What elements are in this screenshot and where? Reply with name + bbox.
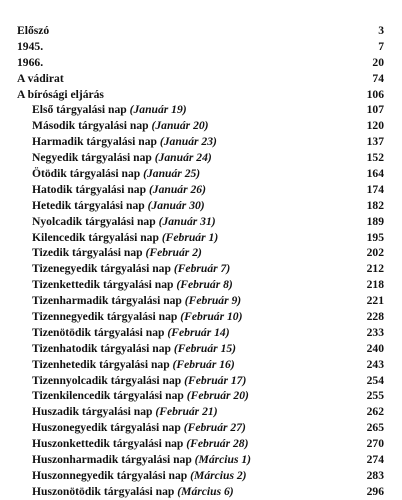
toc-entry-title	[32, 245, 202, 261]
toc-entry-title-text: Tizenharmadik tárgyalási nap	[32, 294, 182, 308]
toc-entry-title	[32, 468, 247, 484]
toc-entry-page-number: 270	[366, 437, 384, 451]
toc-entry-page-number: 120	[366, 119, 384, 133]
toc-entry-title-text: Negyedik tárgyalási nap	[32, 151, 152, 165]
toc-entry-date: (Március 1)	[194, 453, 252, 467]
toc-entry-title-text: Huszonegyedik tárgyalási nap	[32, 421, 181, 435]
toc-entry-title-text: Huszadik tárgyalási nap	[32, 405, 153, 419]
toc-entry-date: (Január 31)	[158, 214, 216, 228]
toc-entry-page-number: 221	[366, 294, 384, 308]
toc-entry-title	[32, 214, 216, 230]
table-of-contents	[0, 23, 402, 500]
toc-entry-title-text: Hatodik tárgyalási nap	[32, 182, 147, 196]
toc-entry	[0, 484, 402, 500]
toc-entry-title-text: 1966.	[17, 55, 44, 69]
toc-entry-title	[32, 150, 212, 166]
toc-entry	[0, 293, 402, 309]
toc-entry	[0, 452, 402, 468]
toc-entry-title-text: Nyolcadik tárgyalási nap	[32, 214, 156, 228]
toc-entry-title-text: Huszonötödik tárgyalási nap	[32, 484, 175, 498]
toc-entry	[0, 388, 402, 404]
toc-entry-page-number: 189	[366, 214, 384, 228]
toc-entry-page-number: 106	[366, 87, 384, 101]
toc-entry-page-number: 20	[372, 55, 384, 69]
toc-entry-title	[32, 357, 235, 373]
toc-entry-title-text: Tizenkilencedik tárgyalási nap	[32, 389, 184, 403]
toc-entry-title	[32, 404, 218, 420]
toc-entry-title	[32, 134, 217, 150]
toc-entry-title-text: Huszonharmadik tárgyalási nap	[32, 453, 192, 467]
toc-entry-date: (Március 2)	[190, 468, 247, 482]
toc-entry-date: (Február 14)	[167, 325, 230, 339]
toc-entry-title	[32, 436, 248, 452]
toc-entry-date: (Február 15)	[173, 341, 237, 355]
toc-entry-page-number: 240	[366, 341, 384, 355]
toc-entry-page-number: 218	[366, 278, 384, 292]
toc-entry-title-text: Második tárgyalási nap	[32, 119, 149, 133]
toc-entry-title-text: A vádirat	[17, 71, 64, 85]
toc-entry-page-number: 212	[366, 262, 384, 276]
toc-entry-page-number: 137	[366, 135, 384, 149]
toc-entry	[0, 277, 402, 293]
toc-entry	[0, 166, 402, 182]
toc-entry	[0, 134, 402, 150]
toc-entry-title	[32, 325, 230, 341]
toc-entry-date: (Január 30)	[147, 198, 205, 212]
toc-entry-date: (Február 21)	[155, 405, 218, 419]
toc-entry-title-text: Huszonkettedik tárgyalási nap	[32, 437, 184, 451]
toc-entry-date: (Március 6)	[177, 484, 234, 498]
toc-entry	[0, 468, 402, 484]
toc-entry-title	[32, 261, 230, 277]
toc-entry-page-number: 152	[366, 151, 384, 165]
toc-entry-page-number: 182	[366, 198, 384, 212]
toc-entry	[0, 71, 402, 87]
toc-entry-date: (Január 20)	[151, 119, 209, 133]
toc-entry	[0, 102, 402, 118]
toc-entry-title-text: Tizenhatodik tárgyalási nap	[32, 341, 171, 355]
toc-entry-title	[32, 373, 246, 389]
toc-entry	[0, 245, 402, 261]
toc-entry-title-text: Tizenötödik tárgyalási nap	[32, 325, 165, 339]
toc-entry	[0, 404, 402, 420]
toc-entry-title	[17, 39, 43, 55]
toc-entry-date: (Január 25)	[143, 167, 201, 181]
toc-entry-page-number: 174	[366, 182, 384, 196]
toc-entry	[0, 87, 402, 103]
toc-entry-title-text: Első tárgyalási nap	[32, 103, 127, 117]
toc-entry-title	[32, 166, 200, 182]
toc-entry-page-number: 255	[366, 389, 384, 403]
toc-entry	[0, 357, 402, 373]
toc-entry	[0, 373, 402, 389]
toc-entry	[0, 230, 402, 246]
toc-entry-page-number: 195	[366, 230, 384, 244]
toc-entry-page-number: 274	[366, 453, 384, 467]
toc-entry	[0, 261, 402, 277]
toc-entry-title-text: Tizenkettedik tárgyalási nap	[32, 278, 174, 292]
toc-entry-page-number: 164	[366, 167, 384, 181]
toc-entry-title	[32, 118, 209, 134]
toc-entry	[0, 55, 402, 71]
toc-entry-page-number: 3	[378, 24, 384, 37]
toc-entry-title-text: Kilencedik tárgyalási nap	[32, 230, 159, 244]
toc-entry-title	[17, 87, 104, 103]
toc-entry-date: (Február 10)	[180, 310, 243, 324]
toc-entry-title	[32, 182, 206, 198]
toc-entry	[0, 118, 402, 134]
toc-entry	[0, 420, 402, 436]
toc-entry-date: (Február 1)	[161, 230, 219, 244]
toc-entry-page-number: 262	[366, 405, 384, 419]
toc-entry-title-text: Előszó	[17, 24, 50, 37]
toc-entry-page-number: 228	[366, 310, 384, 324]
toc-entry-title	[32, 102, 187, 118]
toc-entry	[0, 23, 402, 39]
toc-entry-title-text: 1945.	[17, 39, 44, 53]
toc-entry-title-text: Tizennyolcadik tárgyalási nap	[32, 373, 182, 387]
toc-entry	[0, 39, 402, 55]
toc-entry	[0, 325, 402, 341]
toc-entry-date: (Február 17)	[184, 373, 247, 387]
toc-entry-title	[32, 452, 251, 468]
toc-entry-date: (Február 27)	[183, 421, 246, 435]
toc-entry-page-number: 202	[366, 246, 384, 260]
toc-entry-date: (Január 24)	[154, 151, 212, 165]
toc-entry-date: (Február 16)	[172, 357, 235, 371]
toc-entry-title	[32, 293, 241, 309]
toc-entry-page-number: 283	[366, 468, 384, 482]
toc-entry-title	[32, 277, 233, 293]
toc-entry	[0, 309, 402, 325]
toc-entry-date: (Január 19)	[129, 103, 187, 117]
toc-entry-date: (Február 7)	[173, 262, 231, 276]
toc-entry	[0, 182, 402, 198]
toc-entry-title-text: Ötödik tárgyalási nap	[32, 167, 141, 181]
toc-entry-date: (Január 23)	[159, 135, 217, 149]
toc-entry	[0, 214, 402, 230]
toc-entry-page-number: 243	[366, 357, 384, 371]
toc-entry-title-text: Tizedik tárgyalási nap	[32, 246, 143, 260]
toc-entry-title-text: Tizennegyedik tárgyalási nap	[32, 310, 178, 324]
toc-entry-title-text: A bírósági eljárás	[17, 87, 104, 101]
toc-entry-title	[32, 484, 234, 500]
toc-entry-page-number: 233	[366, 325, 384, 339]
toc-entry-title-text: Huszonnegyedik tárgyalási nap	[32, 468, 188, 482]
toc-entry-title	[32, 341, 236, 357]
toc-entry-date: (Január 26)	[148, 182, 206, 196]
toc-entry-page-number: 265	[366, 421, 384, 435]
toc-entry-title-text: Hetedik tárgyalási nap	[32, 198, 145, 212]
toc-entry-title-text: Tizenegyedik tárgyalási nap	[32, 262, 171, 276]
toc-entry	[0, 150, 402, 166]
toc-entry-title	[17, 23, 49, 39]
toc-entry-page-number: 107	[366, 103, 384, 117]
toc-entry-title	[17, 55, 43, 71]
toc-entry-page-number: 254	[366, 373, 384, 387]
toc-entry-title	[17, 71, 64, 87]
toc-entry	[0, 436, 402, 452]
toc-entry	[0, 198, 402, 214]
toc-entry-date: (Február 28)	[186, 437, 249, 451]
toc-entry-date: (Február 2)	[145, 246, 202, 260]
toc-entry-title-text: Tizenhetedik tárgyalási nap	[32, 357, 170, 371]
toc-entry	[0, 341, 402, 357]
toc-entry-page-number: 74	[372, 71, 384, 85]
toc-entry-title	[32, 420, 246, 436]
toc-entry-date: (Február 8)	[176, 278, 233, 292]
toc-entry-title	[32, 230, 218, 246]
toc-entry-page-number: 7	[378, 39, 384, 53]
toc-entry-title	[32, 388, 249, 404]
toc-entry-page-number: 296	[366, 484, 384, 498]
toc-entry-date: (Február 20)	[186, 389, 249, 403]
toc-entry-title-text: Harmadik tárgyalási nap	[32, 135, 157, 149]
toc-entry-date: (Február 9)	[184, 294, 242, 308]
toc-entry-title	[32, 198, 205, 214]
toc-entry-title	[32, 309, 242, 325]
